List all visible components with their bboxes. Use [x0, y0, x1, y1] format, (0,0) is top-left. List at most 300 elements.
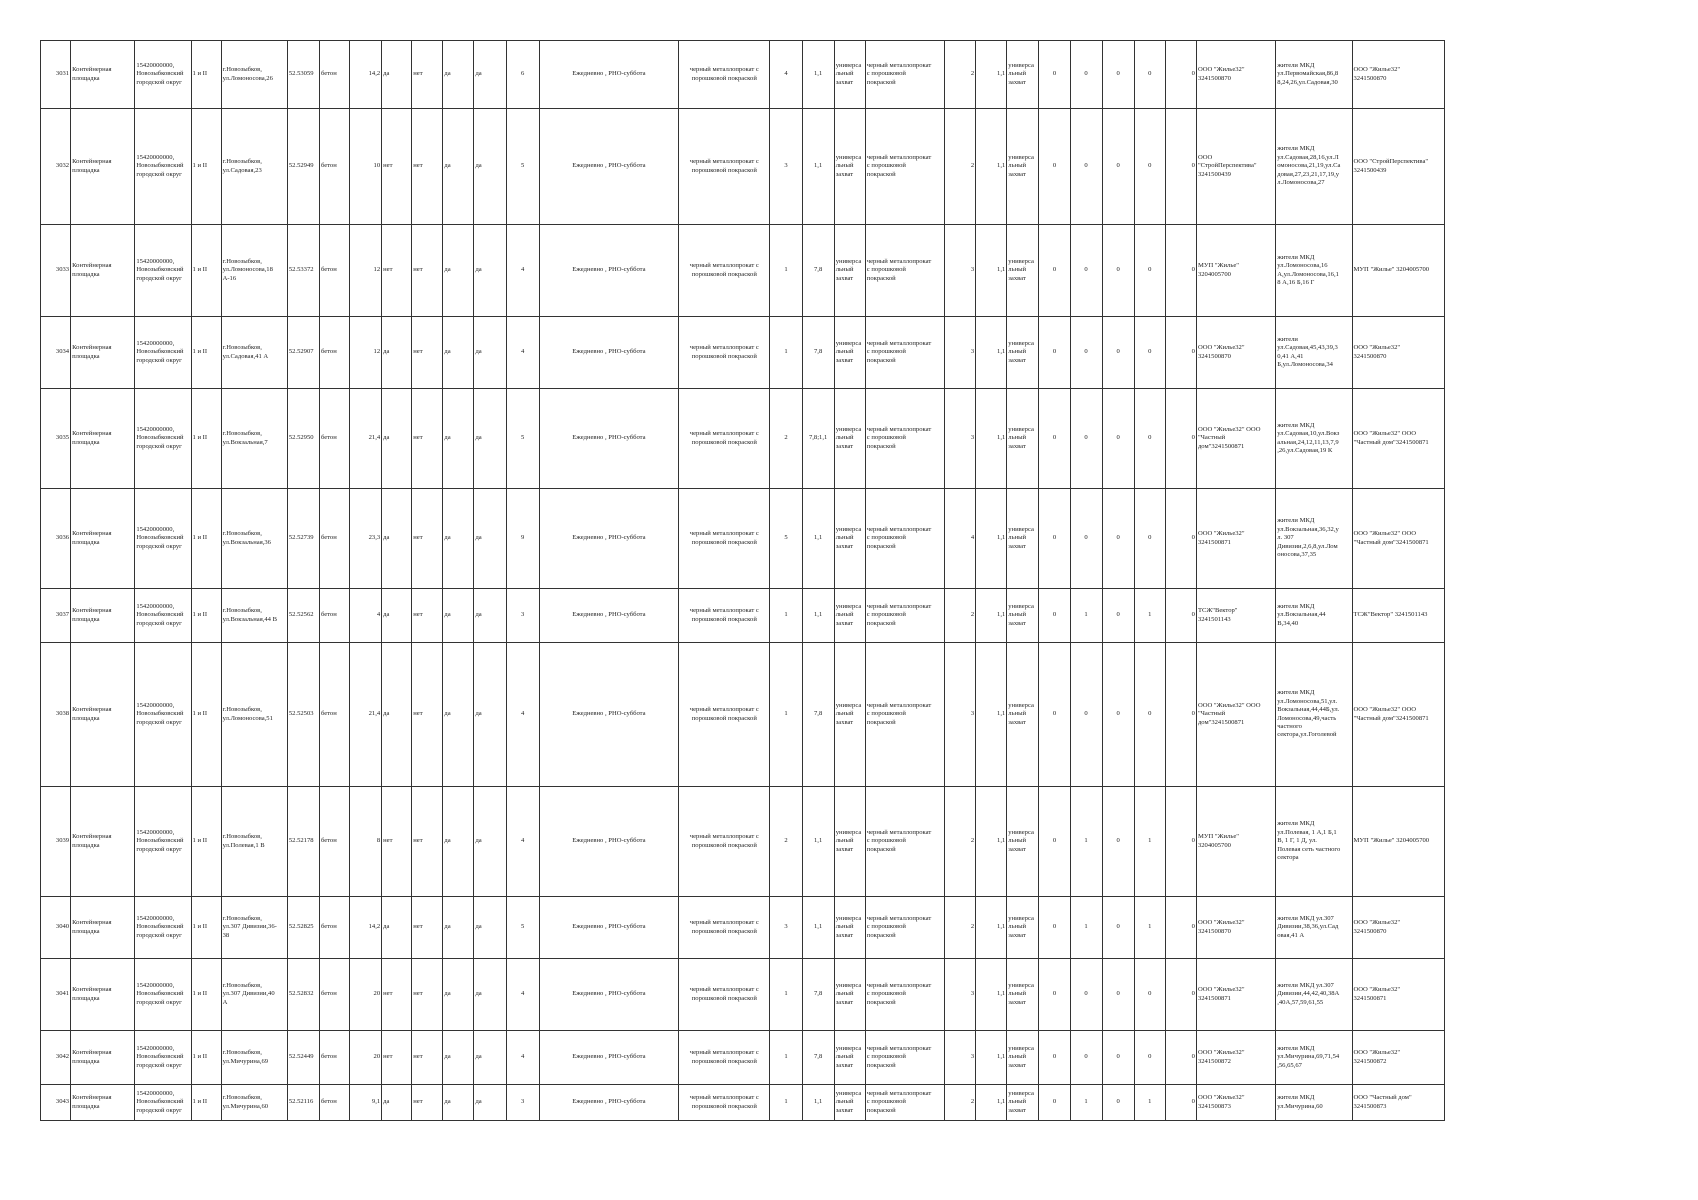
bin-volume-cell: 1,1	[976, 589, 1007, 643]
row-number-cell: 3036	[41, 489, 71, 589]
area-cell: 20	[350, 959, 382, 1031]
table-row	[41, 225, 1445, 317]
container-material-cell: черный металлопрокат с порошковой покраской	[679, 643, 770, 787]
loading-type-cell: универса льный захват	[834, 489, 865, 589]
waste-sources-cell: жители МКД ул.Вокзальная,36,32,у л. 307 Дивизии,2,6,8,ул.Лом оносова,37,35	[1276, 489, 1352, 589]
count-5-cell: 0	[1165, 489, 1196, 589]
count-3-cell: 0	[1102, 109, 1134, 225]
count-5-cell: 0	[1165, 1031, 1196, 1085]
area-cell: 20	[350, 1031, 382, 1085]
row-number-cell: 3040	[41, 897, 71, 959]
surface-type-cell: бетон	[319, 589, 349, 643]
waste-sources-cell: жители МКД ул.Ломоносова,51,ул. Вокзальная,44,44Б,ул. Ломоносова,49,часть частного сектора,ул.Гоголевой	[1276, 643, 1352, 787]
site-type-cell: Контейнерная площадка	[71, 389, 135, 489]
count-2-cell: 1	[1070, 1085, 1102, 1121]
latitude-cell: 52.53059	[287, 41, 319, 109]
surface-type-cell: бетон	[319, 897, 349, 959]
row-number-cell: 3037	[41, 589, 71, 643]
waste-sources-cell: жители МКД ул.Полевая, 1 А,1 Б,1 В, 1 Г, 1 Д, ул. Полевая сеть частного сектора	[1276, 787, 1352, 897]
count-4-cell: 0	[1134, 1031, 1165, 1085]
count-3-cell: 0	[1102, 643, 1134, 787]
count-3-cell: 0	[1102, 225, 1134, 317]
container-count-cell: 3	[506, 1085, 539, 1121]
schedule-cell: Ежедневно , РНО-суббота	[539, 959, 678, 1031]
roof-flag-cell: нет	[412, 643, 443, 787]
bin-qty-cell: 3	[945, 643, 976, 787]
table-row	[41, 643, 1445, 787]
fence-flag-cell: нет	[382, 787, 412, 897]
schedule-cell: Ежедневно , РНО-суббота	[539, 389, 678, 489]
count-2-cell: 1	[1070, 787, 1102, 897]
registry-table	[40, 40, 1445, 1121]
hazard-class-cell: 1 и II	[191, 1031, 221, 1085]
operator-cell: ООО "Жилье32" ООО "Частный дом"3241500871	[1352, 389, 1445, 489]
fence-flag-cell: нет	[382, 109, 412, 225]
owner-cell: ООО "Жилье32" 3241500870	[1196, 317, 1275, 389]
hazard-class-cell: 1 и II	[191, 489, 221, 589]
operator-cell: ООО "Жилье32" 3241500870	[1352, 317, 1445, 389]
bin-volume-cell: 1,1	[976, 109, 1007, 225]
flag-1-cell: да	[443, 225, 474, 317]
area-cell: 4	[350, 589, 382, 643]
hazard-class-cell: 1 и II	[191, 643, 221, 787]
bin-material-cell: черный металлопрокат с порошковой покраской	[865, 643, 944, 787]
container-count-cell: 4	[506, 317, 539, 389]
roof-flag-cell: нет	[412, 589, 443, 643]
count-5-cell: 0	[1165, 589, 1196, 643]
latitude-cell: 52.52178	[287, 787, 319, 897]
bin-loading-type-cell: универса льный захват	[1007, 959, 1039, 1031]
operator-cell: ООО "СтройПерспектива" 3241500439	[1352, 109, 1445, 225]
count-2-cell: 0	[1070, 109, 1102, 225]
count-4-cell: 0	[1134, 389, 1165, 489]
latitude-cell: 52.53372	[287, 225, 319, 317]
bin-qty-cell: 2	[945, 109, 976, 225]
bin-loading-type-cell: универса льный захват	[1007, 317, 1039, 389]
fence-flag-cell: да	[382, 41, 412, 109]
row-number-cell: 3038	[41, 643, 71, 787]
bin-qty-cell: 2	[945, 897, 976, 959]
count-1-cell: 0	[1039, 787, 1070, 897]
container-material-cell: черный металлопрокат с порошковой покраской	[679, 109, 770, 225]
container-volume-cell: 1,1	[802, 1085, 834, 1121]
flag-1-cell: да	[443, 787, 474, 897]
bin-volume-cell: 1,1	[976, 225, 1007, 317]
schedule-cell: Ежедневно , РНО-суббота	[539, 787, 678, 897]
site-type-cell: Контейнерная площадка	[71, 787, 135, 897]
container-qty-cell: 1	[770, 959, 802, 1031]
schedule-cell: Ежедневно , РНО-суббота	[539, 1031, 678, 1085]
roof-flag-cell: нет	[412, 1031, 443, 1085]
address-cell: г.Новозыбков, ул.Садовая,41 А	[221, 317, 287, 389]
flag-2-cell: да	[474, 1085, 506, 1121]
count-1-cell: 0	[1039, 489, 1070, 589]
okato-district-cell: 15420000000, Новозыбковский городской округ	[135, 589, 191, 643]
latitude-cell: 52.52950	[287, 389, 319, 489]
latitude-cell: 52.52503	[287, 643, 319, 787]
count-5-cell: 0	[1165, 787, 1196, 897]
count-1-cell: 0	[1039, 41, 1070, 109]
flag-2-cell: да	[474, 1031, 506, 1085]
okato-district-cell: 15420000000, Новозыбковский городской округ	[135, 41, 191, 109]
flag-1-cell: да	[443, 389, 474, 489]
owner-cell: ООО "Жилье32" 3241500872	[1196, 1031, 1275, 1085]
hazard-class-cell: 1 и II	[191, 41, 221, 109]
table-row	[41, 897, 1445, 959]
loading-type-cell: универса льный захват	[834, 643, 865, 787]
container-material-cell: черный металлопрокат с порошковой покраской	[679, 225, 770, 317]
owner-cell: МУП "Жилье" 3204005700	[1196, 225, 1275, 317]
site-type-cell: Контейнерная площадка	[71, 897, 135, 959]
bin-volume-cell: 1,1	[976, 787, 1007, 897]
container-volume-cell: 7,8	[802, 959, 834, 1031]
address-cell: г.Новозыбков, ул.Садовая,23	[221, 109, 287, 225]
waste-sources-cell: жители МКД ул.Первомайская,86,8 8,24,26,ул.Садовая,30	[1276, 41, 1352, 109]
roof-flag-cell: нет	[412, 225, 443, 317]
bin-qty-cell: 3	[945, 1031, 976, 1085]
container-qty-cell: 1	[770, 643, 802, 787]
area-cell: 9,1	[350, 1085, 382, 1121]
flag-2-cell: да	[474, 389, 506, 489]
count-4-cell: 0	[1134, 489, 1165, 589]
bin-loading-type-cell: универса льный захват	[1007, 225, 1039, 317]
bin-loading-type-cell: универса льный захват	[1007, 109, 1039, 225]
container-qty-cell: 1	[770, 1031, 802, 1085]
bin-loading-type-cell: универса льный захват	[1007, 1031, 1039, 1085]
surface-type-cell: бетон	[319, 1085, 349, 1121]
container-volume-cell: 7,8	[802, 225, 834, 317]
count-2-cell: 1	[1070, 897, 1102, 959]
address-cell: г.Новозыбков, ул.Мичурина,60	[221, 1085, 287, 1121]
latitude-cell: 52.52562	[287, 589, 319, 643]
operator-cell: ООО "Жилье32" 3241500872	[1352, 1031, 1445, 1085]
flag-2-cell: да	[474, 225, 506, 317]
owner-cell: ООО "Жилье32" ООО "Частный дом"3241500871	[1196, 643, 1275, 787]
count-5-cell: 0	[1165, 389, 1196, 489]
schedule-cell: Ежедневно , РНО-суббота	[539, 643, 678, 787]
surface-type-cell: бетон	[319, 389, 349, 489]
fence-flag-cell: да	[382, 389, 412, 489]
bin-qty-cell: 3	[945, 389, 976, 489]
bin-material-cell: черный металлопрокат с порошковой покраской	[865, 589, 944, 643]
count-4-cell: 0	[1134, 959, 1165, 1031]
count-5-cell: 0	[1165, 109, 1196, 225]
flag-2-cell: да	[474, 589, 506, 643]
flag-1-cell: да	[443, 41, 474, 109]
table-row	[41, 589, 1445, 643]
container-volume-cell: 1,1	[802, 897, 834, 959]
bin-material-cell: черный металлопрокат с порошковой покраской	[865, 897, 944, 959]
bin-loading-type-cell: универса льный захват	[1007, 489, 1039, 589]
container-count-cell: 4	[506, 787, 539, 897]
count-1-cell: 0	[1039, 959, 1070, 1031]
bin-loading-type-cell: универса льный захват	[1007, 897, 1039, 959]
count-3-cell: 0	[1102, 897, 1134, 959]
flag-1-cell: да	[443, 589, 474, 643]
owner-cell: ООО "СтройПерспектива" 3241500439	[1196, 109, 1275, 225]
container-material-cell: черный металлопрокат с порошковой покраской	[679, 787, 770, 897]
count-1-cell: 0	[1039, 225, 1070, 317]
container-qty-cell: 4	[770, 41, 802, 109]
fence-flag-cell: да	[382, 489, 412, 589]
flag-1-cell: да	[443, 959, 474, 1031]
area-cell: 10	[350, 109, 382, 225]
operator-cell: ТСЖ"Вектор" 3241501143	[1352, 589, 1445, 643]
count-2-cell: 0	[1070, 389, 1102, 489]
address-cell: г.Новозыбков, ул.Мичурина,69	[221, 1031, 287, 1085]
address-cell: г.Новозыбков, ул.Вокзальная,44 В	[221, 589, 287, 643]
count-1-cell: 0	[1039, 1031, 1070, 1085]
surface-type-cell: бетон	[319, 225, 349, 317]
container-count-cell: 4	[506, 643, 539, 787]
bin-loading-type-cell: универса льный захват	[1007, 589, 1039, 643]
fence-flag-cell: да	[382, 643, 412, 787]
address-cell: г.Новозыбков, ул.Полевая,1 В	[221, 787, 287, 897]
bin-qty-cell: 2	[945, 589, 976, 643]
container-material-cell: черный металлопрокат с порошковой покраской	[679, 1085, 770, 1121]
surface-type-cell: бетон	[319, 787, 349, 897]
count-4-cell: 0	[1134, 41, 1165, 109]
latitude-cell: 52.52739	[287, 489, 319, 589]
address-cell: г.Новозыбков, ул.Ломоносова,18 А-16	[221, 225, 287, 317]
hazard-class-cell: 1 и II	[191, 959, 221, 1031]
address-cell: г.Новозыбков, ул.307 Дивизии,40 А	[221, 959, 287, 1031]
container-material-cell: черный металлопрокат с порошковой покраской	[679, 589, 770, 643]
site-type-cell: Контейнерная площадка	[71, 317, 135, 389]
hazard-class-cell: 1 и II	[191, 589, 221, 643]
count-3-cell: 0	[1102, 589, 1134, 643]
bin-volume-cell: 1,1	[976, 1031, 1007, 1085]
waste-sources-cell: жители МКД ул.307 Дивизии,38,36,ул.Сад овая,41 А	[1276, 897, 1352, 959]
loading-type-cell: универса льный захват	[834, 225, 865, 317]
surface-type-cell: бетон	[319, 109, 349, 225]
operator-cell: МУП "Жилье" 3204005700	[1352, 225, 1445, 317]
fence-flag-cell: нет	[382, 225, 412, 317]
okato-district-cell: 15420000000, Новозыбковский городской округ	[135, 489, 191, 589]
schedule-cell: Ежедневно , РНО-суббота	[539, 589, 678, 643]
container-count-cell: 6	[506, 41, 539, 109]
loading-type-cell: универса льный захват	[834, 1085, 865, 1121]
okato-district-cell: 15420000000, Новозыбковский городской округ	[135, 897, 191, 959]
container-volume-cell: 1,1	[802, 41, 834, 109]
flag-1-cell: да	[443, 109, 474, 225]
flag-1-cell: да	[443, 1085, 474, 1121]
container-qty-cell: 1	[770, 225, 802, 317]
bin-material-cell: черный металлопрокат с порошковой покраской	[865, 1031, 944, 1085]
surface-type-cell: бетон	[319, 959, 349, 1031]
area-cell: 14,2	[350, 41, 382, 109]
flag-2-cell: да	[474, 787, 506, 897]
container-qty-cell: 3	[770, 897, 802, 959]
bin-loading-type-cell: универса льный захват	[1007, 41, 1039, 109]
container-count-cell: 5	[506, 389, 539, 489]
flag-2-cell: да	[474, 643, 506, 787]
waste-sources-cell: жители МКД ул.Садовая,10,ул.Вокз альная,24,12,11,13,7,9 ,26,ул.Садовая,19 К	[1276, 389, 1352, 489]
table-row	[41, 489, 1445, 589]
row-number-cell: 3035	[41, 389, 71, 489]
address-cell: г.Новозыбков, ул.Ломоносова,26	[221, 41, 287, 109]
operator-cell: ООО "Жилье32" ООО "Частный дом"3241500871	[1352, 489, 1445, 589]
okato-district-cell: 15420000000, Новозыбковский городской округ	[135, 643, 191, 787]
bin-volume-cell: 1,1	[976, 489, 1007, 589]
count-2-cell: 0	[1070, 1031, 1102, 1085]
latitude-cell: 52.52907	[287, 317, 319, 389]
count-1-cell: 0	[1039, 897, 1070, 959]
loading-type-cell: универса льный захват	[834, 1031, 865, 1085]
count-5-cell: 0	[1165, 1085, 1196, 1121]
latitude-cell: 52.52116	[287, 1085, 319, 1121]
site-type-cell: Контейнерная площадка	[71, 1031, 135, 1085]
row-number-cell: 3043	[41, 1085, 71, 1121]
container-material-cell: черный металлопрокат с порошковой покраской	[679, 1031, 770, 1085]
count-2-cell: 0	[1070, 317, 1102, 389]
container-count-cell: 5	[506, 109, 539, 225]
count-3-cell: 0	[1102, 959, 1134, 1031]
loading-type-cell: универса льный захват	[834, 959, 865, 1031]
count-4-cell: 0	[1134, 225, 1165, 317]
operator-cell: МУП "Жилье" 3204005700	[1352, 787, 1445, 897]
roof-flag-cell: нет	[412, 787, 443, 897]
table-row	[41, 959, 1445, 1031]
count-1-cell: 0	[1039, 589, 1070, 643]
fence-flag-cell: да	[382, 1085, 412, 1121]
operator-cell: ООО "Жилье32" 3241500870	[1352, 41, 1445, 109]
container-material-cell: черный металлопрокат с порошковой покраской	[679, 489, 770, 589]
container-volume-cell: 7,8	[802, 317, 834, 389]
bin-loading-type-cell: универса льный захват	[1007, 787, 1039, 897]
surface-type-cell: бетон	[319, 1031, 349, 1085]
count-3-cell: 0	[1102, 787, 1134, 897]
area-cell: 23,3	[350, 489, 382, 589]
bin-qty-cell: 3	[945, 317, 976, 389]
container-count-cell: 9	[506, 489, 539, 589]
fence-flag-cell: нет	[382, 1031, 412, 1085]
flag-1-cell: да	[443, 1031, 474, 1085]
count-1-cell: 0	[1039, 317, 1070, 389]
surface-type-cell: бетон	[319, 643, 349, 787]
count-4-cell: 1	[1134, 787, 1165, 897]
okato-district-cell: 15420000000, Новозыбковский городской округ	[135, 1085, 191, 1121]
count-5-cell: 0	[1165, 897, 1196, 959]
operator-cell: ООО "Жилье32" ООО "Частный дом"3241500871	[1352, 643, 1445, 787]
container-volume-cell: 1,1	[802, 109, 834, 225]
operator-cell: ООО "Жилье32" 3241500871	[1352, 959, 1445, 1031]
row-number-cell: 3032	[41, 109, 71, 225]
owner-cell: ООО "Жилье32" 3241500871	[1196, 489, 1275, 589]
schedule-cell: Ежедневно , РНО-суббота	[539, 897, 678, 959]
area-cell: 14,2	[350, 897, 382, 959]
okato-district-cell: 15420000000, Новозыбковский городской округ	[135, 787, 191, 897]
flag-1-cell: да	[443, 317, 474, 389]
loading-type-cell: универса льный захват	[834, 787, 865, 897]
okato-district-cell: 15420000000, Новозыбковский городской округ	[135, 1031, 191, 1085]
owner-cell: ООО "Жилье32" 3241500873	[1196, 1085, 1275, 1121]
count-5-cell: 0	[1165, 959, 1196, 1031]
row-number-cell: 3033	[41, 225, 71, 317]
row-number-cell: 3034	[41, 317, 71, 389]
loading-type-cell: универса льный захват	[834, 317, 865, 389]
owner-cell: ООО "Жилье32" 3241500870	[1196, 41, 1275, 109]
count-5-cell: 0	[1165, 41, 1196, 109]
table-row	[41, 1085, 1445, 1121]
loading-type-cell: универса льный захват	[834, 897, 865, 959]
container-material-cell: черный металлопрокат с порошковой покраской	[679, 959, 770, 1031]
roof-flag-cell: нет	[412, 317, 443, 389]
container-volume-cell: 7,8	[802, 1031, 834, 1085]
roof-flag-cell: нет	[412, 41, 443, 109]
bin-material-cell: черный металлопрокат с порошковой покраской	[865, 317, 944, 389]
site-type-cell: Контейнерная площадка	[71, 109, 135, 225]
container-material-cell: черный металлопрокат с порошковой покраской	[679, 317, 770, 389]
count-2-cell: 0	[1070, 489, 1102, 589]
roof-flag-cell: нет	[412, 897, 443, 959]
count-1-cell: 0	[1039, 643, 1070, 787]
table-row	[41, 109, 1445, 225]
site-type-cell: Контейнерная площадка	[71, 489, 135, 589]
count-1-cell: 0	[1039, 1085, 1070, 1121]
container-material-cell: черный металлопрокат с порошковой покраской	[679, 41, 770, 109]
bin-material-cell: черный металлопрокат с порошковой покраской	[865, 109, 944, 225]
count-5-cell: 0	[1165, 317, 1196, 389]
count-4-cell: 1	[1134, 589, 1165, 643]
bin-qty-cell: 2	[945, 1085, 976, 1121]
okato-district-cell: 15420000000, Новозыбковский городской округ	[135, 225, 191, 317]
count-3-cell: 0	[1102, 317, 1134, 389]
container-qty-cell: 1	[770, 589, 802, 643]
okato-district-cell: 15420000000, Новозыбковский городской округ	[135, 317, 191, 389]
schedule-cell: Ежедневно , РНО-суббота	[539, 489, 678, 589]
waste-sources-cell: жители МКД ул.Садовая,28,16,ул.Л омоносова,21,19,ул.Са довая,27,23,21,17,19,у л.Ломоносова,27	[1276, 109, 1352, 225]
roof-flag-cell: нет	[412, 1085, 443, 1121]
count-2-cell: 0	[1070, 959, 1102, 1031]
bin-qty-cell: 3	[945, 225, 976, 317]
owner-cell: ООО "Жилье32" 3241500870	[1196, 897, 1275, 959]
count-5-cell: 0	[1165, 225, 1196, 317]
waste-sources-cell: жители МКД ул.307 Дивизии,44,42,40,38А ,40А,57,59,61,55	[1276, 959, 1352, 1031]
loading-type-cell: универса льный захват	[834, 589, 865, 643]
count-2-cell: 1	[1070, 589, 1102, 643]
count-4-cell: 1	[1134, 897, 1165, 959]
site-type-cell: Контейнерная площадка	[71, 1085, 135, 1121]
surface-type-cell: бетон	[319, 317, 349, 389]
latitude-cell: 52.52832	[287, 959, 319, 1031]
site-type-cell: Контейнерная площадка	[71, 959, 135, 1031]
roof-flag-cell: нет	[412, 389, 443, 489]
roof-flag-cell: нет	[412, 959, 443, 1031]
area-cell: 21,4	[350, 389, 382, 489]
operator-cell: ООО "Жилье32" 3241500870	[1352, 897, 1445, 959]
count-3-cell: 0	[1102, 41, 1134, 109]
loading-type-cell: универса льный захват	[834, 389, 865, 489]
container-count-cell: 4	[506, 225, 539, 317]
hazard-class-cell: 1 и II	[191, 225, 221, 317]
latitude-cell: 52.52825	[287, 897, 319, 959]
owner-cell: ТСЖ"Вектор" 3241501143	[1196, 589, 1275, 643]
count-1-cell: 0	[1039, 109, 1070, 225]
count-3-cell: 0	[1102, 1085, 1134, 1121]
schedule-cell: Ежедневно , РНО-суббота	[539, 41, 678, 109]
okato-district-cell: 15420000000, Новозыбковский городской округ	[135, 959, 191, 1031]
bin-material-cell: черный металлопрокат с порошковой покраской	[865, 787, 944, 897]
fence-flag-cell: да	[382, 897, 412, 959]
schedule-cell: Ежедневно , РНО-суббота	[539, 317, 678, 389]
container-count-cell: 4	[506, 959, 539, 1031]
address-cell: г.Новозыбков, ул.307 Дивизии,36- 38	[221, 897, 287, 959]
bin-volume-cell: 1,1	[976, 317, 1007, 389]
table-row	[41, 41, 1445, 109]
address-cell: г.Новозыбков, ул.Вокзальная,36	[221, 489, 287, 589]
fence-flag-cell: нет	[382, 959, 412, 1031]
